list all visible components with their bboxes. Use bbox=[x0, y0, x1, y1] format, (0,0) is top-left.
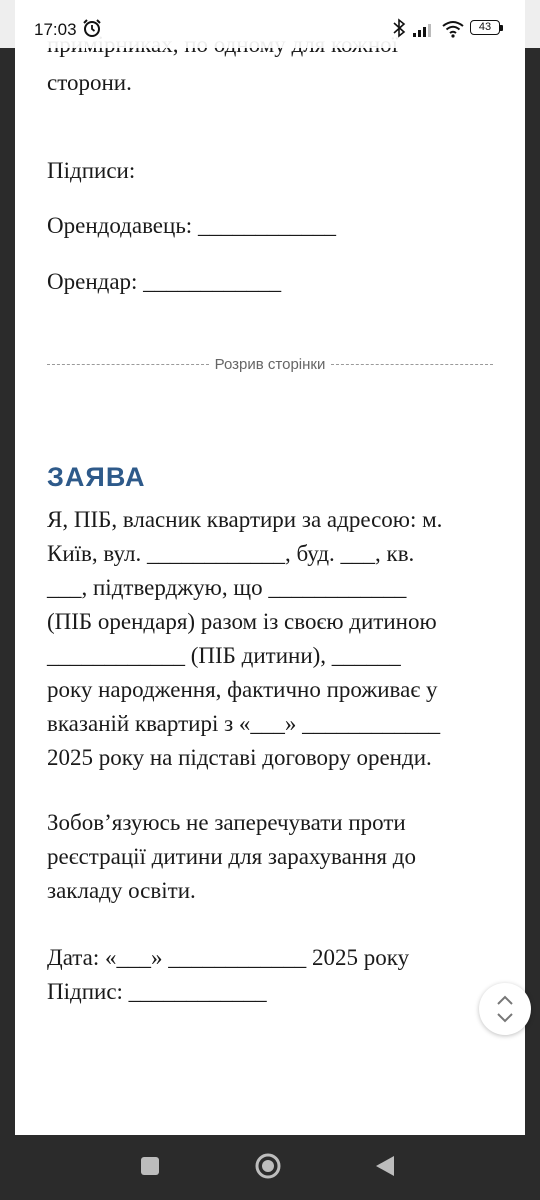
chevron-down-icon[interactable] bbox=[496, 1012, 514, 1024]
statement-line: року народження, фактично проживає у bbox=[47, 677, 438, 702]
statement-line: Київ, вул. ____________, буд. ___, кв. bbox=[47, 541, 415, 566]
signatures-label: Підписи: bbox=[47, 158, 136, 183]
commitment-line: закладу освіти. bbox=[47, 878, 196, 903]
statement-line: (ПІБ орендаря) разом із своєю дитиною bbox=[47, 609, 437, 634]
battery-icon bbox=[470, 20, 500, 35]
landlord-signature-line: Орендодавець: ____________ bbox=[47, 213, 336, 238]
bluetooth-icon bbox=[392, 18, 406, 38]
statement-heading: ЗАЯВА bbox=[47, 462, 146, 492]
statement-line: ____________ (ПІБ дитини), ______ bbox=[47, 643, 401, 668]
scroll-control-button[interactable] bbox=[479, 983, 531, 1035]
battery-tip bbox=[500, 25, 503, 31]
status-bar bbox=[0, 0, 540, 48]
recents-icon[interactable] bbox=[139, 1155, 161, 1177]
status-time: 17:03 bbox=[34, 20, 77, 39]
page-break-line-right bbox=[331, 364, 493, 365]
statement-line: ___, підтверджую, що ____________ bbox=[47, 575, 407, 600]
commitment-line: реєстрації дитини для зарахування до bbox=[47, 844, 416, 869]
wifi-icon bbox=[441, 20, 465, 38]
statement-paragraph bbox=[47, 503, 442, 775]
back-icon[interactable] bbox=[374, 1154, 396, 1178]
signature-line: Підпис: ____________ bbox=[47, 979, 267, 1004]
date-line: Дата: «___» ____________ 2025 року bbox=[47, 945, 410, 970]
battery-level: 43 bbox=[478, 21, 492, 33]
text-line: сторони. bbox=[47, 70, 132, 95]
commitment-paragraph bbox=[47, 806, 416, 908]
home-icon[interactable] bbox=[254, 1152, 282, 1180]
signal-icon bbox=[412, 21, 436, 37]
commitment-line: Зобов’язуюсь не заперечувати проти bbox=[47, 810, 406, 835]
page-break-label: Розрив сторінки bbox=[214, 355, 326, 373]
statement-line: вказаній квартирі з «___» ____________ bbox=[47, 711, 441, 736]
chevron-up-icon[interactable] bbox=[496, 994, 514, 1006]
page-break-divider bbox=[47, 352, 493, 376]
statement-line: 2025 року на підставі договору оренди. bbox=[47, 745, 432, 770]
document-page[interactable] bbox=[15, 0, 525, 1135]
alarm-icon bbox=[82, 18, 102, 38]
system-nav-bar bbox=[0, 1135, 540, 1200]
statement-line: Я, ПІБ, власник квартири за адресою: м. bbox=[47, 507, 443, 532]
tenant-signature-line: Орендар: ____________ bbox=[47, 269, 282, 294]
page-break-line-left bbox=[47, 364, 209, 365]
